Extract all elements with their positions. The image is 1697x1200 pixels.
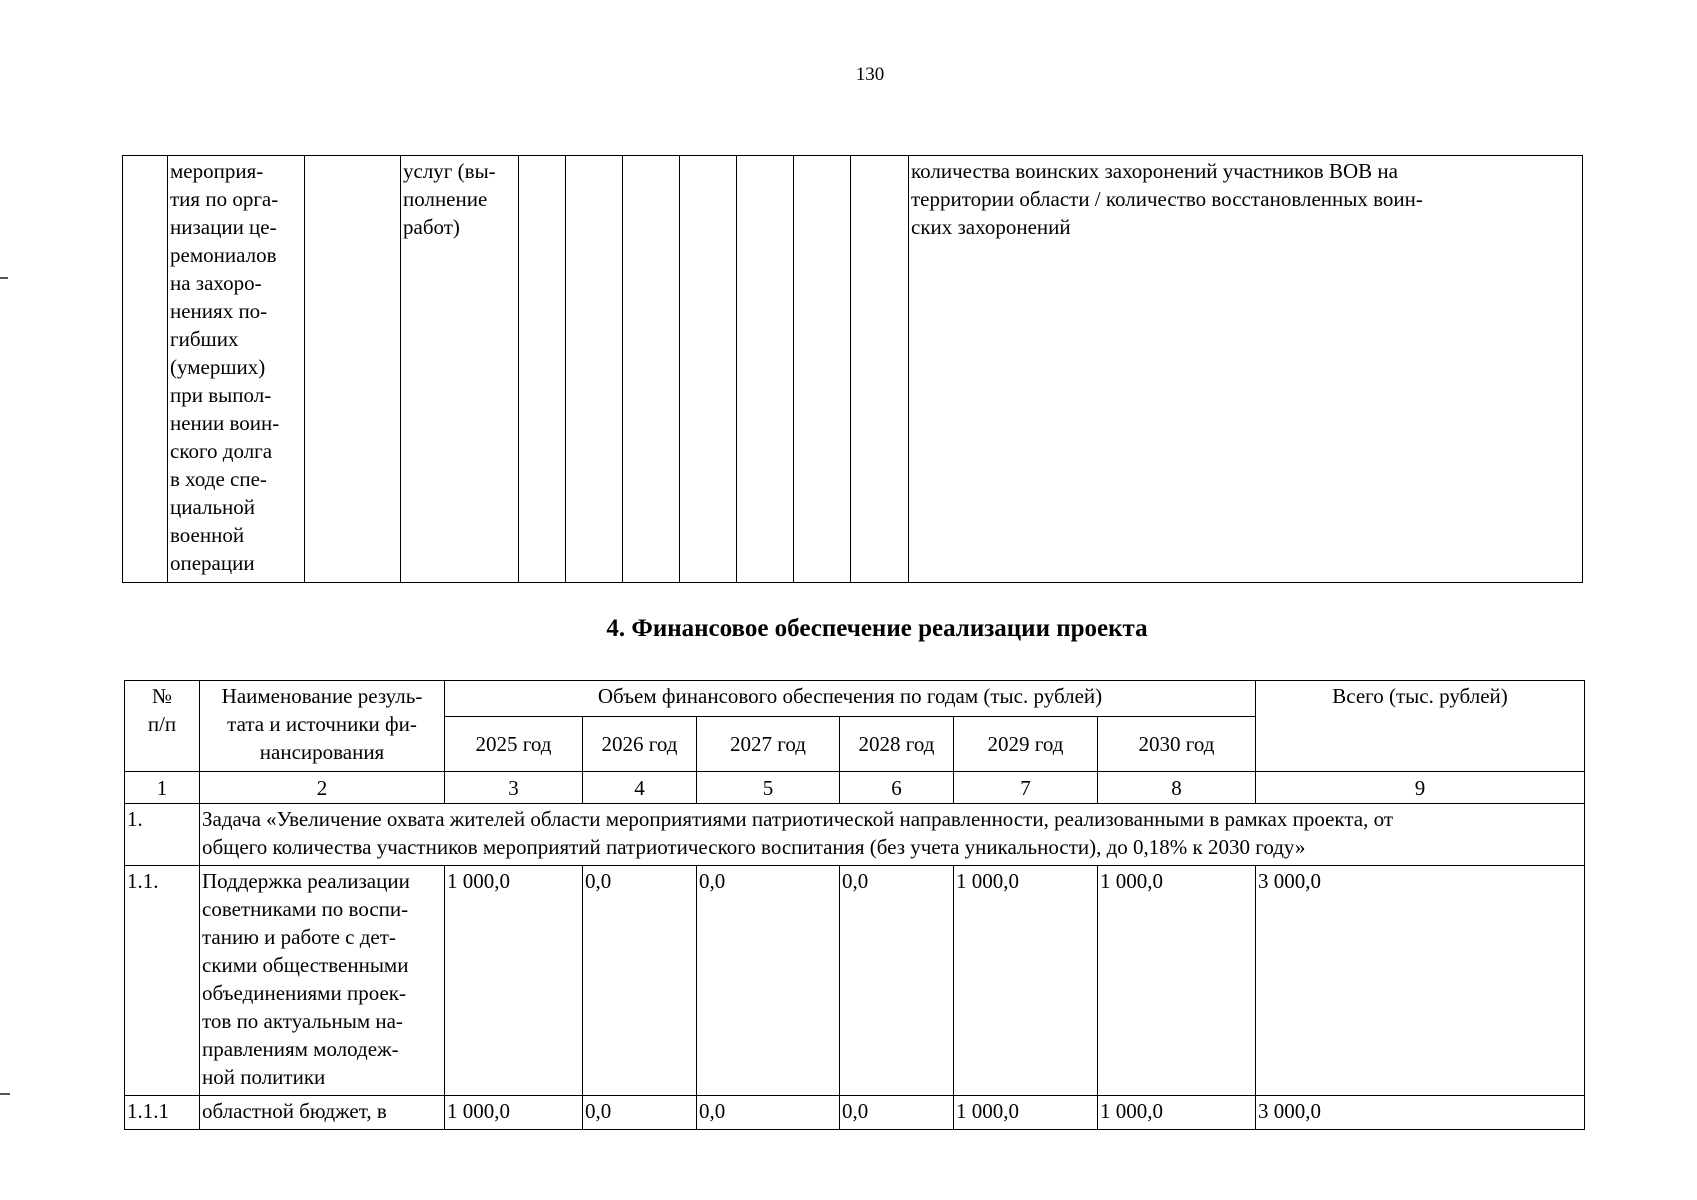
row-value-total: 3 000,0 xyxy=(1256,1096,1585,1130)
column-number: 8 xyxy=(1098,772,1256,804)
row-value-2030: 1 000,0 xyxy=(1098,1096,1256,1130)
results-table-continuation xyxy=(122,155,1583,583)
row-num: 1.1.1 xyxy=(125,1096,200,1130)
column-number: 2 xyxy=(200,772,445,804)
column-number: 6 xyxy=(840,772,954,804)
column-number: 7 xyxy=(954,772,1098,804)
table-row xyxy=(125,1096,1585,1130)
cell-empty xyxy=(737,156,794,583)
header-year-2027: 2027 год xyxy=(697,717,840,772)
row-value-2025: 1 000,0 xyxy=(445,1096,583,1130)
row-value-2026: 0,0 xyxy=(583,866,697,1096)
header-year-2025: 2025 год xyxy=(445,717,583,772)
task-text: Задача «Увеличение охвата жителей области мероприятиями патриотической направленности, реализованными в рамках проекта, от общего количества участников мероприятий патриотического воспитания (без учета уникальности), до 0,18% к 2030 году» xyxy=(200,804,1585,866)
header-year-2026: 2026 год xyxy=(583,717,697,772)
header-year-2030: 2030 год xyxy=(1098,717,1256,772)
row-value-2027: 0,0 xyxy=(697,1096,840,1130)
table-row xyxy=(125,866,1585,1096)
page-number: 130 xyxy=(855,64,885,85)
header-num: № п/п xyxy=(125,681,200,772)
header-year-2028: 2028 год xyxy=(840,717,954,772)
column-number: 9 xyxy=(1256,772,1585,804)
scan-margin-mark xyxy=(0,1093,10,1095)
scan-margin-mark xyxy=(0,277,8,279)
cell-empty xyxy=(680,156,737,583)
row-value-2030: 1 000,0 xyxy=(1098,866,1256,1096)
column-number: 3 xyxy=(445,772,583,804)
cell-empty xyxy=(305,156,401,583)
cell-empty xyxy=(623,156,680,583)
column-number: 4 xyxy=(583,772,697,804)
row-name: областной бюджет, в xyxy=(200,1096,445,1130)
header-total: Всего (тыс. рублей) xyxy=(1256,681,1585,772)
cell-empty xyxy=(519,156,566,583)
service-type-cell: услуг (вы- полнение работ) xyxy=(401,156,519,583)
cell-empty xyxy=(566,156,623,583)
cell-empty xyxy=(794,156,851,583)
row-value-2028: 0,0 xyxy=(840,866,954,1096)
row-value-2028: 0,0 xyxy=(840,1096,954,1130)
row-value-2029: 1 000,0 xyxy=(954,866,1098,1096)
row-value-2026: 0,0 xyxy=(583,1096,697,1130)
row-num: 1.1. xyxy=(125,866,200,1096)
task-num: 1. xyxy=(125,804,200,866)
row-name: Поддержка реализации советниками по воспи- танию и работе с дет- скими общественными объединениями проек- тов по актуальным на- правлениям молодеж- ной политики xyxy=(200,866,445,1096)
description-cell: количества воинских захоронений участников ВОВ на территории области / количество восстановленных воин- ских захоронений xyxy=(909,156,1583,583)
column-number: 5 xyxy=(697,772,840,804)
cell-empty xyxy=(851,156,909,583)
header-name: Наименование резуль- тата и источники фи- нансирования xyxy=(200,681,445,772)
section-heading: 4. Финансовое обеспечение реализации проекта xyxy=(606,615,1148,642)
row-value-2025: 1 000,0 xyxy=(445,866,583,1096)
header-volume: Объем финансового обеспечения по годам (тыс. рублей) xyxy=(445,681,1256,717)
finance-table xyxy=(124,680,1585,1130)
row-value-2027: 0,0 xyxy=(697,866,840,1096)
header-year-2029: 2029 год xyxy=(954,717,1098,772)
row-value-2029: 1 000,0 xyxy=(954,1096,1098,1130)
column-number: 1 xyxy=(125,772,200,804)
row-value-total: 3 000,0 xyxy=(1256,866,1585,1096)
event-name-cell: мероприя- тия по орга- низации це- ремониалов на захоро- нениях по- гибших (умерших) при выпол- нении воин- ского долга в ходе спе- циальной военной операции xyxy=(168,156,305,583)
cell-empty xyxy=(123,156,168,583)
